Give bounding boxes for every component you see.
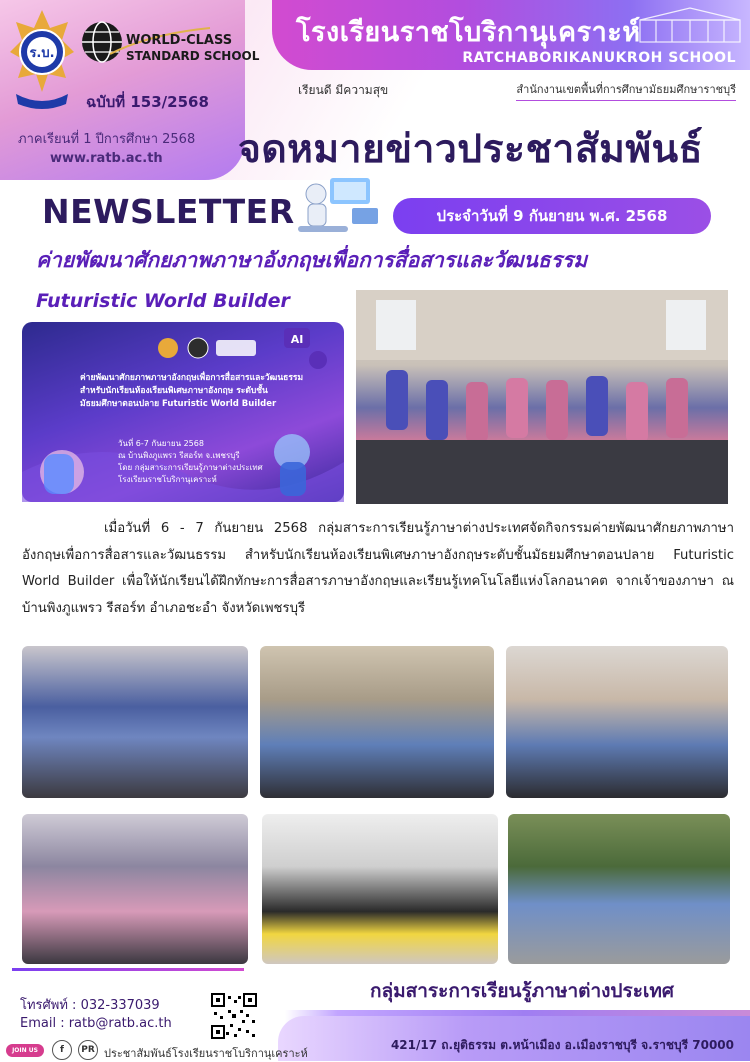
article-subhead: Futuristic World Builder bbox=[36, 290, 290, 312]
contact-phone[interactable]: โทรศัพท์ : 032-337039 bbox=[20, 998, 160, 1013]
school-address: 421/17 ถ.ยุติธรรม ต.หน้าเมือง อ.เมืองราชบุรี จ.ราชบุรี 70000 bbox=[390, 1038, 734, 1052]
world-class-logo bbox=[80, 14, 260, 72]
school-name-thai: โรงเรียนราชโบริกานุเคราะห์ bbox=[296, 17, 641, 48]
department-name: กลุ่มสาระการเรียนรู้ภาษาต่างประเทศ bbox=[370, 980, 674, 1002]
pr-icon[interactable]: PR bbox=[78, 1040, 98, 1060]
academic-term: ภาคเรียนที่ 1 ปีการศึกษา 2568 bbox=[18, 132, 196, 147]
join-us-badge: JOIN US bbox=[6, 1044, 44, 1057]
wcs-line1: WORLD-CLASS bbox=[126, 33, 233, 48]
seal-label: ร.บ. bbox=[29, 46, 55, 61]
school-motto: เรียนดี มีความสุข bbox=[298, 83, 389, 97]
newsletter-title-english: NEWSLETTER bbox=[42, 192, 295, 231]
photo-activity-3 bbox=[506, 646, 728, 798]
qr-code-icon[interactable] bbox=[210, 992, 258, 1040]
facebook-icon[interactable]: f bbox=[52, 1040, 72, 1060]
world-class-globe-icon bbox=[80, 14, 260, 72]
issue-number: ฉบับที่ 153/2568 bbox=[86, 93, 209, 111]
poster-info-line: ณ บ้านพิงภูแพรว รีสอร์ท จ.เพชรบุรี bbox=[118, 451, 240, 460]
education-office: สำนักงานเขตพื้นที่การศึกษามัธยมศึกษาราชบุรี bbox=[516, 80, 736, 101]
article-body-text: เมื่อวันที่ 6 - 7 กันยายน 2568 กลุ่มสาระการเรียนรู้ภาษาต่างประเทศจัดกิจกรรมค่ายพัฒนาศักยภาพภาษาอังกฤษเพื่อการสื่อสารและวัฒนธรรม สำหรับนักเรียนห้องเรียนพิเศษภาษาอังกฤษระดับชั้นมัธยมศึกษาตอนปลาย Futuristic World Builder เพื่อให้นักเรียนได้ฝึกทักษะการสื่อสารภาษาอังกฤษและเรียนรู้เทคโนโลยีแห่งโลกอนาคต จากเจ้าของภาษา ณ บ้านพิงภูแพรว รีสอร์ท อำเภอชะอำ จังหวัดเพชรบุรี bbox=[22, 521, 734, 616]
wcs-line2: STANDARD SCHOOL bbox=[126, 49, 260, 63]
contact-email[interactable]: Email : ratb@ratb.ac.th bbox=[20, 1016, 172, 1031]
article-body bbox=[22, 516, 734, 622]
website-link[interactable]: www.ratb.ac.th bbox=[50, 151, 163, 166]
article-headline: ค่ายพัฒนาศักยภาพภาษาอังกฤษเพื่อการสื่อสารและวัฒนธรรม bbox=[36, 248, 588, 272]
event-poster bbox=[22, 322, 344, 502]
poster-ai-badge: AI bbox=[290, 333, 304, 346]
newsletter-title-thai: จดหมายข่าวประชาสัมพันธ์ bbox=[238, 127, 704, 172]
poster-info bbox=[118, 438, 288, 486]
photo-activity-4 bbox=[22, 814, 248, 964]
poster-info-line: วันที่ 6-7 กันยายน 2568 bbox=[118, 439, 204, 448]
poster-info-line: โรงเรียนราชโบริกานุเคราะห์ bbox=[118, 475, 217, 484]
robot-icon bbox=[288, 172, 388, 242]
photo-group bbox=[356, 290, 728, 504]
school-seal-icon bbox=[10, 8, 74, 112]
newsletter-date-pill: ประจำวันที่ 9 กันยายน พ.ศ. 2568 bbox=[393, 198, 711, 234]
pr-page-name[interactable]: ประชาสัมพันธ์โรงเรียนราชโบริกานุเคราะห์ bbox=[104, 1047, 308, 1060]
poster-info-line: โดย กลุ่มสาระการเรียนรู้ภาษาต่างประเทศ bbox=[118, 463, 263, 472]
building-icon bbox=[636, 6, 744, 44]
school-name-english: RATCHABORIKANUKROH SCHOOL bbox=[462, 50, 736, 66]
footer-divider bbox=[12, 968, 244, 971]
poster-title: ค่ายพัฒนาศักยภาพภาษาอังกฤษเพื่อการสื่อสารและวัฒนธรรม สำหรับนักเรียนห้องเรียนพิเศษภาษาอังกฤษ ระดับชั้นมัธยมศึกษาตอนปลาย Futuristic World Builder bbox=[80, 373, 304, 409]
photo-activity-6 bbox=[508, 814, 730, 964]
photo-activity-5 bbox=[262, 814, 498, 964]
photo-activity-2 bbox=[260, 646, 494, 798]
photo-activity-1 bbox=[22, 646, 248, 798]
